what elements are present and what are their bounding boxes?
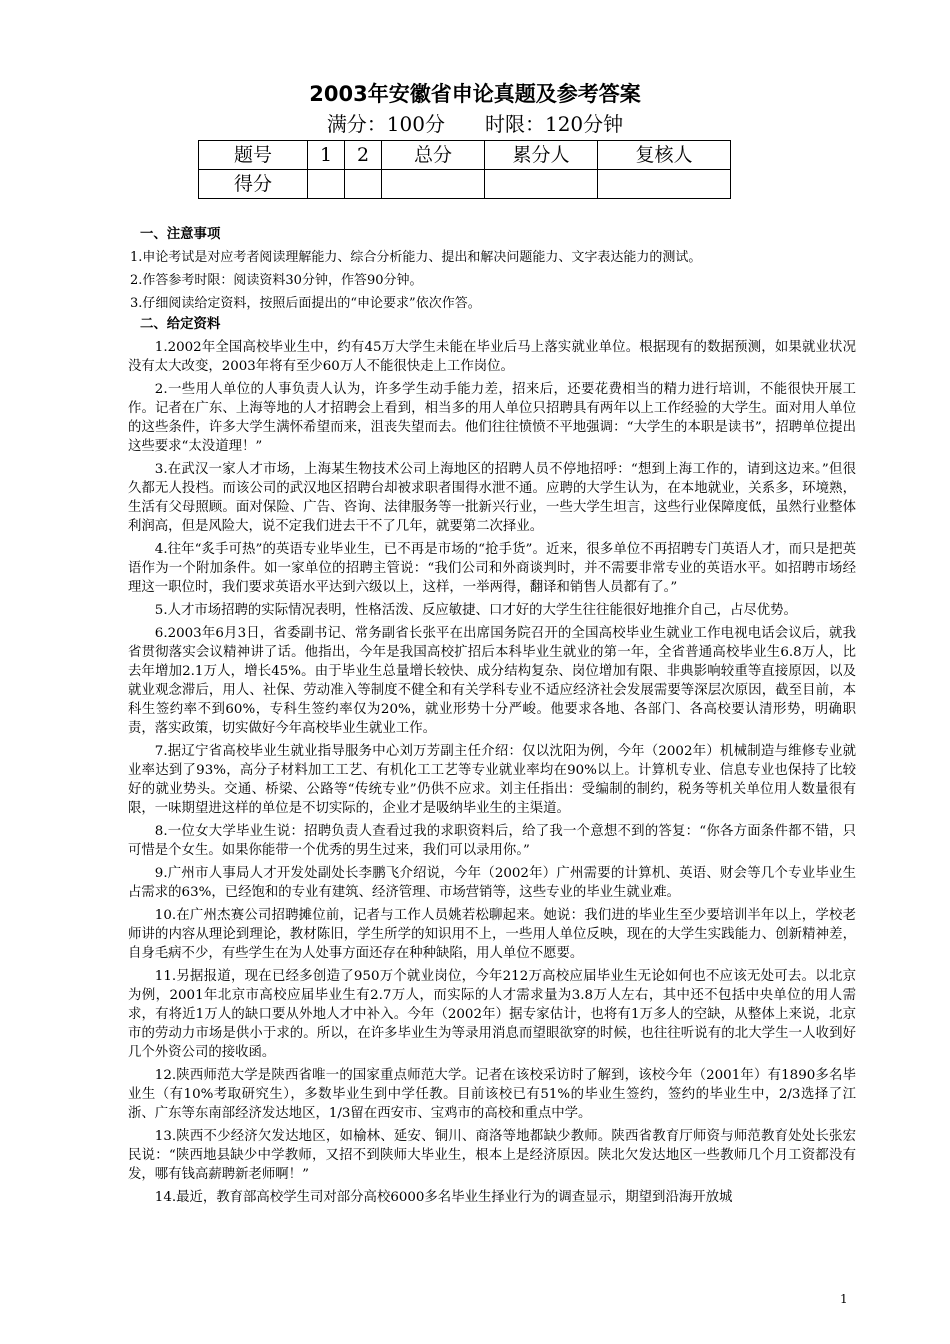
score-table-header-row (199, 141, 731, 170)
material-paragraph: 1.2002年全国高校毕业生中，约有45万大学生未能在毕业后马上落实就业单位。根据现有的数据预测，如果就业状况没有太大改变，2003年将有至少60万人不能很快走上工作岗位。 (128, 340, 856, 374)
note-item: 2.作答参考时限：阅读资料30分钟，作答90分钟。 (130, 273, 423, 288)
document-title: 2003年安徽省申论真题及参考答案 (309, 82, 641, 106)
material-paragraph: 2.一些用人单位的人事负责人认为，许多学生动手能力差，招来后，还要花费相当的精力进行培训，不能很快开展工作。记者在广东、上海等地的人才招聘会上看到，相当多的用人单位只招聘具有两年以上工作经验的大学生。面对用人单位的这些条件，许多大学生满怀希望而来，沮丧失望而去。他们往往愤愤不平地强调：“大学生的本职是读书”，招聘单位提出这些要求“太没道理！” (128, 382, 856, 454)
material-paragraph: 7.据辽宁省高校毕业生就业指导服务中心刘万芳副主任介绍：仅以沈阳为例，今年（2002年）机械制造与维修专业就业率达到了93%，高分子材料加工工艺、有机化工工艺等专业就业率均在90%以上。计算机专业、信息专业也保持了比较好的就业势头。交通、桥梁、公路等“传统专业”仍供不应求。刘主任指出：受编制的制约，税务等机关单位用人数量很有限，一味期望进这样的单位是不切实际的，企业才是吸纳毕业生的主渠道。 (128, 744, 856, 816)
note-item: 3.仔细阅读给定资料，按照后面提出的“申论要求”依次作答。 (130, 296, 481, 311)
material-paragraph: 14.最近，教育部高校学生司对部分高校6000多名毕业生择业行为的调查显示，期望到沿海开放城 (154, 1190, 733, 1205)
page-number: 1 (840, 1292, 848, 1306)
section-heading-materials: 二、给定资料 (140, 317, 221, 332)
score-cell (382, 170, 485, 199)
document-body (128, 225, 856, 1207)
material-paragraph: 11.另据报道，现在已经多创造了950万个就业岗位，今年212万高校应届毕业生无论如何也不应该无处可去。以北京为例，2001年北京市高校应届毕业生有2.7万人，而实际的人才需求量为3.8万人左右，其中还不包括中央单位的用人需求，有将近1万人的缺口要从外地人才中补入。今年（2002年）据专家估计，也将有1万多人的空缺，从整体上来说，北京市的劳动力市场是供小于求的。所以，在许多毕业生为等录用消息而望眼欲穿的时候，也往往听说有的北大学生一人收到好几个外资公司的接收函。 (128, 969, 856, 1060)
table-header-cell: 题号 (199, 141, 308, 170)
score-cell (345, 170, 382, 199)
material-paragraph: 8.一位女大学毕业生说：招聘负责人查看过我的求职资料后，给了我一个意想不到的答复：“你各方面条件都不错，只可惜是个女生。如果你能带一个优秀的男生过来，我们可以录用你。” (128, 824, 856, 858)
table-row-label: 得分 (199, 170, 308, 199)
table-header-cell: 总分 (382, 141, 485, 170)
score-table (198, 140, 731, 199)
material-paragraph: 9.广州市人事局人才开发处副处长李鹏飞介绍说，今年（2002年）广州需要的计算机、英语、财会等几个专业毕业生占需求的63%，已经饱和的专业有建筑、经济管理、市场营销等，这些专业的毕业生就业难。 (128, 866, 856, 900)
score-cell (308, 170, 345, 199)
material-paragraph: 5.人才市场招聘的实际情况表明，性格活泼、反应敏捷、口才好的大学生往往能很好地推介自己，占尽优势。 (154, 603, 797, 618)
section-heading-notes: 一、注意事项 (140, 227, 221, 242)
table-header-cell: 累分人 (485, 141, 598, 170)
material-paragraph: 12.陕西师范大学是陕西省唯一的国家重点师范大学。记者在该校采访时了解到，该校今年（2001年）有1890多名毕业生（有10%考取研究生），多数毕业生到中学任教。目前该校已有51%的毕业生签约，签约的毕业生中，2/3选择了江浙、广东等东南部经济发达地区，1/3留在西安市、宝鸡市的高校和重点中学。 (128, 1068, 856, 1121)
document-subtitle: 满分：100分 时限：120分钟 (326, 112, 624, 136)
material-paragraph: 6.2003年6月3日，省委副书记、常务副省长张平在出席国务院召开的全国高校毕业生就业工作电视电话会议后，就我省贯彻落实会议精神讲了话。他指出，今年是我国高校扩招后本科毕业生就业的第一年，全省普通高校毕业生6.8万人，比去年增加2.1万人，增长45%。由于毕业生总量增长较快、成分结构复杂、岗位增加有限、非典影响较重等直接原因，以及就业观念滞后，用人、社保、劳动准入等制度不健全和有关学科专业不适应经济社会发展需要等深层次原因，截至目前，本科生签约率不到60%，专科生签约率仅为20%，就业形势十分严峻。他要求各地、各部门、各高校要认清形势，明确职责，落实政策，切实做好今年高校毕业生就业工作。 (128, 626, 856, 736)
table-header-cell: 复核人 (598, 141, 731, 170)
material-paragraph: 4.往年“炙手可热”的英语专业毕业生，已不再是市场的“抢手货”。近来，很多单位不再招聘专门英语人才，而只是把英语作为一个附加条件。如一家单位的招聘主管说：“我们公司和外商谈判时，并不需要非常专业的英语水平。如招聘市场经理这一职位时，我们要求英语水平达到六级以上，这样，一举两得，翻译和销售人员都有了。” (128, 542, 856, 595)
note-item: 1.申论考试是对应考者阅读理解能力、综合分析能力、提出和解决问题能力、文字表达能力的测试。 (130, 250, 702, 265)
score-table-score-row (199, 170, 731, 199)
material-paragraph: 3.在武汉一家人才市场，上海某生物技术公司上海地区的招聘人员不停地招呼：“想到上海工作的，请到这边来。”但很久都无人投档。而该公司的武汉地区招聘台却被求职者围得水泄不通。应聘的大学生认为，在本地就业，关系多，环境熟，生活有父母照顾。面对保险、广告、咨询、法律服务等一批新兴行业，一些大学生坦言，这些行业保障度低，虽然行业整体利润高，但是风险大，说不定我们进去干不了几年，就要第二次择业。 (128, 462, 856, 534)
material-paragraph: 13.陕西不少经济欠发达地区，如榆林、延安、铜川、商洛等地都缺少教师。陕西省教育厅师资与师范教育处处长张宏民说：“陕西地县缺少中学教师，又招不到陕师大毕业生，根本上是经济原因。陕北欠发达地区一些教师几个月工资都没有发，哪有钱高薪聘新老师啊！” (128, 1129, 856, 1182)
material-paragraph: 10.在广州杰赛公司招聘摊位前，记者与工作人员姚若松聊起来。她说：我们进的毕业生至少要培训半年以上，学校老师讲的内容从理论到理论，教材陈旧，学生所学的知识用不上，一些用人单位反映，现在的大学生实践能力、创新精神差，自身毛病不少，有些学生在为人处事方面还存在种种缺陷，用人单位不愿要。 (128, 908, 856, 961)
score-cell (598, 170, 731, 199)
score-cell (485, 170, 598, 199)
table-header-cell: 1 (308, 141, 345, 170)
table-header-cell: 2 (345, 141, 382, 170)
